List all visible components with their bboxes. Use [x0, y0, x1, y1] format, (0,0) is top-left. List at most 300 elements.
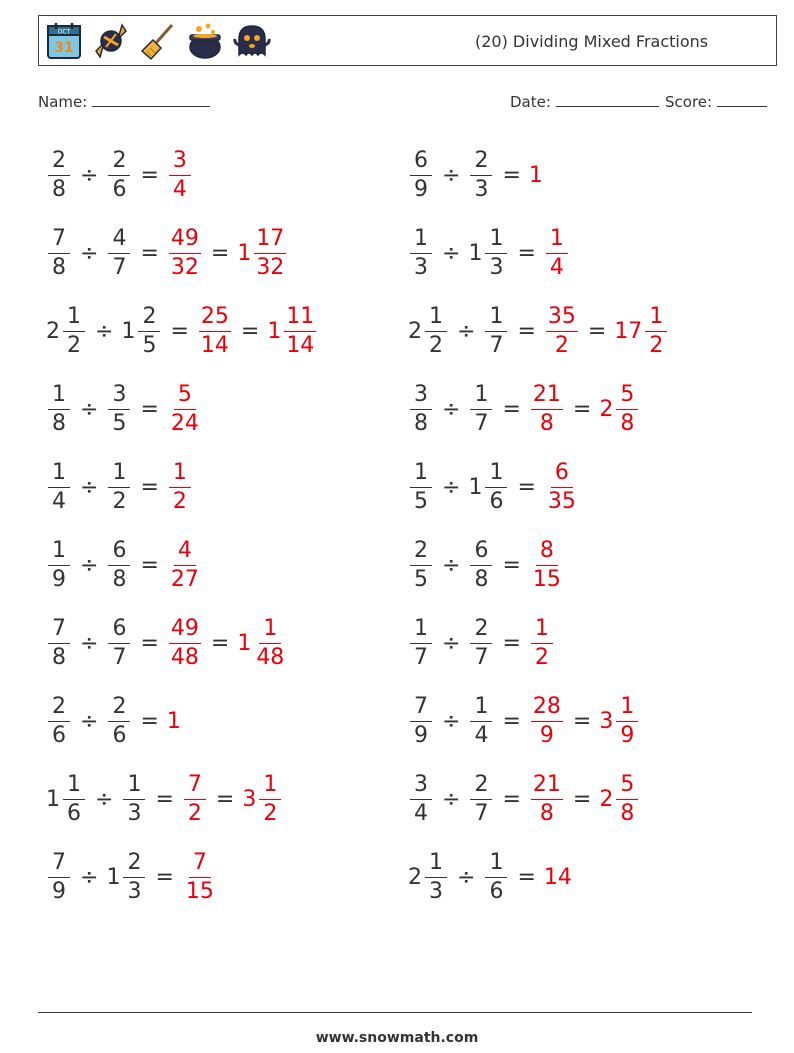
answer-part-numerator: 3: [169, 150, 191, 176]
divisor-denominator: 6: [112, 722, 127, 748]
divisor-fraction: [108, 615, 130, 670]
answer-part-fraction: [184, 771, 206, 826]
equals-sign: =: [502, 396, 521, 422]
answer-part-numerator: 49: [169, 618, 201, 644]
divisor-numerator: 2: [108, 696, 130, 722]
dividend-denominator: 9: [414, 722, 428, 748]
answer: [529, 771, 565, 826]
worksheet-header: [38, 15, 777, 66]
equals-sign: =: [502, 630, 521, 656]
divide-sign: ÷: [80, 162, 99, 188]
divisor-denominator: 8: [112, 566, 127, 592]
divisor: [121, 771, 147, 826]
dividend: [46, 303, 87, 358]
divisor-denominator: 3: [127, 878, 142, 904]
divisor-whole: 1: [106, 864, 121, 890]
answer-part-fraction: [616, 381, 638, 436]
equals-sign: =: [502, 708, 521, 734]
answer-part: [167, 615, 203, 670]
answer-part-denominator: 8: [620, 410, 635, 436]
answer-part-numerator: 1: [259, 618, 281, 644]
answer-part-fraction: [254, 225, 286, 280]
dividend-whole: 2: [46, 318, 60, 344]
dividend-fraction: [48, 381, 70, 436]
answer-part-fraction: [259, 771, 281, 826]
dividend-fraction: [48, 225, 70, 280]
divisor-numerator: 1: [485, 228, 507, 254]
divisor-fraction: [485, 459, 507, 514]
problem-14: [408, 608, 555, 678]
divisor-fraction: [123, 849, 145, 904]
dividend-fraction: [63, 771, 85, 826]
worksheet-title: (20) Dividing Mixed Fractions: [475, 32, 709, 51]
divisor-denominator: 6: [112, 176, 127, 202]
answer-part: [167, 147, 193, 202]
dividend-denominator: 6: [67, 800, 81, 826]
dividend-numerator: 2: [410, 540, 432, 566]
divide-sign: ÷: [80, 474, 99, 500]
divisor-denominator: 2: [112, 488, 127, 514]
dividend-fraction: [410, 225, 432, 280]
divisor: [468, 147, 494, 202]
equals-sign: =: [572, 786, 592, 812]
answer-part-fraction: [169, 147, 191, 202]
dividend-denominator: 2: [429, 332, 443, 358]
dividend: [46, 849, 72, 904]
problem-11: [46, 530, 203, 600]
header-icons: [45, 21, 271, 61]
equals-sign: =: [240, 318, 260, 344]
equals-sign: =: [517, 474, 536, 500]
answer-part-whole: 1: [237, 630, 252, 656]
dividend-denominator: 2: [67, 332, 81, 358]
answer-part-numerator: 8: [536, 540, 558, 566]
answer-part: [167, 537, 203, 592]
answer-part-numerator: 1: [546, 228, 568, 254]
divisor-fraction: [108, 537, 130, 592]
dividend-fraction: [48, 849, 70, 904]
divisor-denominator: 5: [142, 332, 157, 358]
answer-part-numerator: 1: [169, 462, 191, 488]
dividend-numerator: 7: [48, 852, 70, 878]
answer-part-fraction: [531, 771, 563, 826]
divide-sign: ÷: [80, 396, 99, 422]
equals-sign: =: [140, 708, 159, 734]
answer-part-fraction: [531, 537, 563, 592]
answer-part-fraction: [169, 381, 201, 436]
answer-part: [182, 849, 218, 904]
dividend-denominator: 9: [52, 566, 66, 592]
answer-part-denominator: 35: [547, 488, 576, 514]
equals-sign: =: [210, 630, 230, 656]
answer: [529, 537, 565, 592]
equals-sign: =: [155, 864, 174, 890]
date-label: Date:: [510, 93, 551, 111]
dividend-fraction: [63, 303, 85, 358]
answer-part: [544, 303, 580, 358]
answer: [529, 693, 565, 748]
answer: [197, 303, 233, 358]
answer-part-fraction: [546, 225, 568, 280]
divisor-denominator: 6: [489, 488, 504, 514]
problem-2: [408, 140, 544, 210]
divisor-denominator: 7: [489, 332, 504, 358]
equals-sign: =: [502, 552, 521, 578]
score-line: [717, 92, 767, 107]
equals-sign: =: [140, 630, 159, 656]
answer-part: [529, 693, 565, 748]
answer: [529, 615, 555, 670]
dividend-numerator: 1: [410, 462, 432, 488]
answer-part-denominator: 2: [554, 332, 569, 358]
divisor: [468, 225, 509, 280]
problem-6: [408, 296, 669, 366]
equals-sign: =: [572, 708, 592, 734]
answer-part-denominator: 27: [170, 566, 199, 592]
footer-divider: [38, 1012, 752, 1013]
problem-3: [46, 218, 288, 288]
answer-part-denominator: 8: [539, 800, 554, 826]
answer-part-fraction: [531, 615, 553, 670]
answer-part-numerator: 7: [184, 774, 206, 800]
answer: [167, 709, 182, 734]
divisor-fraction: [470, 771, 492, 826]
answer-part-fraction: [531, 693, 563, 748]
problem-7: [46, 374, 203, 444]
divisor-denominator: 6: [489, 878, 504, 904]
divide-sign: ÷: [442, 552, 461, 578]
answer: [242, 771, 283, 826]
answer-part-numerator: 5: [616, 774, 638, 800]
divisor: [468, 537, 494, 592]
answer-part-numerator: 1: [531, 618, 553, 644]
answer: [267, 303, 318, 358]
answer: [599, 381, 640, 436]
divisor-numerator: 1: [485, 306, 507, 332]
cauldron-icon: [186, 21, 224, 61]
equals-sign: =: [587, 318, 607, 344]
answer-part: [237, 225, 288, 280]
answer-part-fraction: [616, 771, 638, 826]
divisor-numerator: 1: [485, 462, 507, 488]
answer: [167, 537, 203, 592]
divisor-numerator: 6: [470, 540, 492, 566]
dividend-numerator: 6: [410, 150, 432, 176]
answer-part-denominator: 4: [172, 176, 187, 202]
answer-part-whole: 3: [242, 786, 257, 812]
answer-part: [167, 381, 203, 436]
answer-part: [242, 771, 283, 826]
answer: [237, 225, 288, 280]
divisor-numerator: 1: [123, 774, 145, 800]
dividend: [408, 303, 449, 358]
answer-part-denominator: 8: [539, 410, 554, 436]
divisor-numerator: 2: [470, 150, 492, 176]
answer-part: [544, 225, 570, 280]
dividend-denominator: 6: [52, 722, 66, 748]
divisor-numerator: 2: [123, 852, 145, 878]
divide-sign: ÷: [442, 240, 461, 266]
divisor-fraction: [138, 303, 160, 358]
problem-17: [46, 764, 283, 834]
answer-part-numerator: 49: [169, 228, 201, 254]
dividend-denominator: 5: [414, 566, 428, 592]
divide-sign: ÷: [457, 864, 476, 890]
answer-part: [614, 303, 669, 358]
equals-sign: =: [502, 786, 521, 812]
answer-part-fraction: [169, 225, 201, 280]
dividend: [408, 459, 434, 514]
divide-sign: ÷: [80, 708, 99, 734]
dividend-denominator: 8: [414, 410, 428, 436]
answer-part: [267, 303, 318, 358]
answer: [544, 303, 580, 358]
answer-part-whole: 14: [543, 864, 572, 890]
divide-sign: ÷: [442, 396, 461, 422]
divisor: [106, 459, 132, 514]
answer-part-numerator: 1: [645, 306, 667, 332]
answer-part-denominator: 14: [286, 332, 315, 358]
dividend-numerator: 1: [425, 852, 447, 878]
answer: [182, 849, 218, 904]
divide-sign: ÷: [80, 630, 99, 656]
divisor: [106, 537, 132, 592]
dividend-denominator: 9: [52, 878, 66, 904]
answer-part-numerator: 5: [174, 384, 196, 410]
answer-part-fraction: [169, 459, 191, 514]
divide-sign: ÷: [80, 240, 99, 266]
divisor-fraction: [485, 849, 507, 904]
dividend: [408, 537, 434, 592]
answer-part-denominator: 14: [200, 332, 229, 358]
divisor-fraction: [470, 381, 492, 436]
equals-sign: =: [140, 396, 159, 422]
divisor: [106, 615, 132, 670]
dividend-numerator: 1: [410, 618, 432, 644]
equals-sign: =: [210, 240, 230, 266]
answer-part: [544, 865, 573, 890]
divisor-fraction: [485, 303, 507, 358]
dividend-numerator: 3: [410, 774, 432, 800]
equals-sign: =: [517, 318, 536, 344]
answer-part: [599, 771, 640, 826]
dividend: [408, 147, 434, 202]
answer: [167, 459, 193, 514]
dividend-fraction: [410, 147, 432, 202]
dividend-fraction: [48, 537, 70, 592]
divisor-fraction: [470, 693, 492, 748]
dividend-numerator: 1: [48, 462, 70, 488]
divisor-denominator: 7: [474, 644, 489, 670]
answer: [237, 615, 288, 670]
problem-20: [408, 842, 573, 912]
score-field[interactable]: [665, 92, 767, 111]
divisor-denominator: 3: [474, 176, 489, 202]
dividend-fraction: [425, 849, 447, 904]
dividend-fraction: [410, 771, 432, 826]
dividend-fraction: [410, 459, 432, 514]
equals-sign: =: [140, 240, 159, 266]
answer-part-whole: 1: [166, 708, 181, 734]
answer-part-denominator: 15: [185, 878, 214, 904]
dividend-denominator: 4: [52, 488, 66, 514]
divisor-denominator: 7: [112, 644, 127, 670]
divisor: [468, 459, 509, 514]
divisor-numerator: 1: [470, 696, 492, 722]
answer-part-numerator: 17: [254, 228, 286, 254]
date-line: [556, 92, 659, 107]
answer-part-numerator: 25: [199, 306, 231, 332]
dividend-fraction: [48, 459, 70, 514]
dividend-fraction: [48, 147, 70, 202]
dividend: [408, 615, 434, 670]
dividend: [46, 225, 72, 280]
answer-part-denominator: 2: [263, 800, 278, 826]
date-field[interactable]: [510, 92, 659, 111]
answer-part-numerator: 1: [616, 696, 638, 722]
dividend-numerator: 1: [425, 306, 447, 332]
divisor-denominator: 8: [474, 566, 489, 592]
divisor-whole: 1: [121, 318, 136, 344]
answer: [544, 865, 573, 890]
divisor-fraction: [470, 615, 492, 670]
dividend-fraction: [410, 693, 432, 748]
divide-sign: ÷: [442, 630, 461, 656]
name-field[interactable]: [38, 92, 210, 111]
answer-part: [167, 459, 193, 514]
problem-15: [46, 686, 182, 756]
dividend-numerator: 1: [410, 228, 432, 254]
dividend-denominator: 8: [52, 410, 66, 436]
divisor-denominator: 3: [127, 800, 142, 826]
dividend-fraction: [410, 381, 432, 436]
divisor: [468, 615, 494, 670]
dividend-numerator: 2: [48, 696, 70, 722]
divisor-fraction: [470, 537, 492, 592]
divide-sign: ÷: [457, 318, 476, 344]
equals-sign: =: [502, 162, 521, 188]
answer-part-denominator: 2: [187, 800, 202, 826]
divisor-numerator: 1: [470, 384, 492, 410]
answer: [614, 303, 669, 358]
dividend-numerator: 1: [63, 306, 85, 332]
answer-part-denominator: 48: [256, 644, 285, 670]
problem-8: [408, 374, 640, 444]
dividend-denominator: 8: [52, 644, 66, 670]
dividend: [46, 459, 72, 514]
answer-part-fraction: [531, 381, 563, 436]
ghost-icon: [233, 21, 271, 61]
problem-18: [408, 764, 640, 834]
dividend: [46, 381, 72, 436]
answer-part: [167, 225, 203, 280]
answer-part-fraction: [254, 615, 286, 670]
divisor: [106, 381, 132, 436]
svg-text:OCT: OCT: [57, 28, 71, 36]
dividend-fraction: [410, 537, 432, 592]
answer-part-denominator: 2: [172, 488, 187, 514]
divisor-numerator: 6: [108, 540, 130, 566]
divisor-denominator: 3: [489, 254, 504, 280]
divisor-fraction: [108, 225, 130, 280]
answer-part-denominator: 2: [649, 332, 664, 358]
divisor-numerator: 1: [108, 462, 130, 488]
divisor: [468, 771, 494, 826]
divisor: [106, 693, 132, 748]
dividend-fraction: [425, 303, 447, 358]
dividend: [408, 225, 434, 280]
answer-part-fraction: [199, 303, 231, 358]
answer-part-numerator: 35: [546, 306, 578, 332]
answer: [544, 225, 570, 280]
divisor-whole: 1: [468, 474, 483, 500]
answer-part-fraction: [546, 459, 578, 514]
dividend: [408, 693, 434, 748]
divisor-numerator: 2: [138, 306, 160, 332]
answer-part-denominator: 4: [549, 254, 564, 280]
problem-19: [46, 842, 218, 912]
dividend-numerator: 1: [48, 540, 70, 566]
answer-part-whole: 1: [267, 318, 282, 344]
dividend-numerator: 1: [48, 384, 70, 410]
dividend-whole: 1: [46, 786, 60, 812]
answer-part-whole: 3: [599, 708, 614, 734]
dividend-numerator: 2: [48, 150, 70, 176]
dividend: [46, 537, 72, 592]
answer-part-whole: 17: [614, 318, 643, 344]
answer-part: [237, 615, 288, 670]
dividend-denominator: 7: [414, 644, 428, 670]
answer-part-numerator: 5: [616, 384, 638, 410]
answer-part-fraction: [546, 303, 578, 358]
answer-part-numerator: 28: [531, 696, 563, 722]
dividend: [46, 693, 72, 748]
divisor-numerator: 1: [485, 852, 507, 878]
dividend: [408, 771, 434, 826]
problem-4: [408, 218, 570, 288]
answer: [599, 771, 640, 826]
answer: [182, 771, 208, 826]
candy-icon: [92, 21, 130, 61]
answer: [167, 147, 193, 202]
equals-sign: =: [572, 396, 592, 422]
divisor-fraction: [108, 381, 130, 436]
problem-1: [46, 140, 193, 210]
divisor-fraction: [123, 771, 145, 826]
divisor: [468, 693, 494, 748]
answer-part: [544, 459, 580, 514]
answer-part: [167, 709, 182, 734]
divisor: [483, 303, 509, 358]
answer-part-fraction: [284, 303, 316, 358]
broom-icon: [139, 21, 177, 61]
answer-part-numerator: 7: [189, 852, 211, 878]
dividend: [46, 615, 72, 670]
answer-part-numerator: 6: [551, 462, 573, 488]
equals-sign: =: [140, 162, 159, 188]
dividend-numerator: 7: [410, 696, 432, 722]
dividend: [408, 849, 449, 904]
answer: [167, 381, 203, 436]
divisor-numerator: 6: [108, 618, 130, 644]
answer-part: [529, 163, 544, 188]
divisor: [106, 849, 147, 904]
answer-part-numerator: 11: [284, 306, 316, 332]
problem-9: [46, 452, 193, 522]
answer-part-denominator: 24: [170, 410, 199, 436]
divisor-fraction: [108, 459, 130, 514]
answer-part: [529, 771, 565, 826]
